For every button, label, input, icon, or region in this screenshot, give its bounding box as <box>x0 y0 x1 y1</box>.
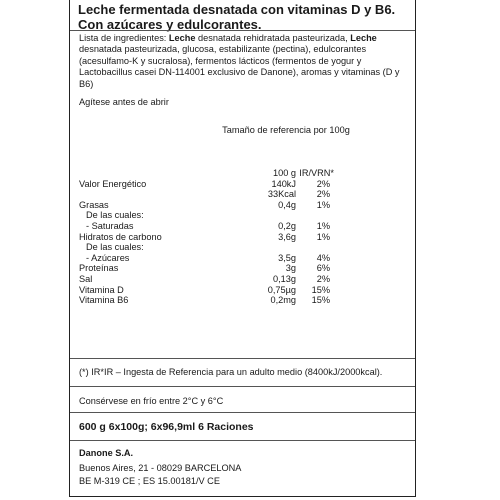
nutrient-ir: 1% <box>316 231 330 242</box>
storage-note: Consérvese en frío entre 2°C y 6°C <box>79 396 224 406</box>
nutrition-header-row <box>79 168 409 179</box>
divider <box>70 358 415 359</box>
nutrient-ir: 1% <box>316 199 330 210</box>
shake-note: Agítese antes de abrir <box>79 97 169 107</box>
nutrient-label: Vitamina B6 <box>79 295 129 306</box>
nutrient-label: Hidratos de carbono <box>79 231 162 242</box>
nutrition-row <box>79 179 409 190</box>
nutrition-row <box>79 210 409 221</box>
nutrient-value-100g: 140kJ <box>271 178 296 189</box>
divider <box>70 440 415 441</box>
nutrient-ir: 1% <box>316 220 330 231</box>
reference-footnote: (*) IR*IR – Ingesta de Referencia para un adulto medio (8400kJ/2000kcal). <box>79 367 383 377</box>
nutrient-ir: 15% <box>311 284 330 295</box>
nutrition-row <box>79 242 409 253</box>
portions-info: 600 g 6x100g; 6x96,9ml 6 Raciones <box>79 421 254 433</box>
nutrient-ir: 2% <box>316 178 330 189</box>
nutrition-row <box>79 189 409 200</box>
column-header-ir: IR/VRN* <box>299 168 334 178</box>
allergen-milk: Leche <box>168 33 196 43</box>
nutrition-row <box>79 221 409 232</box>
nutrient-label: Valor Energético <box>79 178 147 189</box>
nutrient-ir: 2% <box>316 273 330 284</box>
nutrient-label: Grasas <box>79 199 109 210</box>
ingredients-text: desnatada pasteurizada, glucosa, estabilizante (pectina), edulcorantes (acesulfamo-K y sucralosa), fermentos lácticos (fermentos de yogur y Lactobacillus casei DN-114001 exclusivo de Danone), aromas y vitaminas (D y B6) <box>79 44 400 89</box>
nutrient-label: - Azúcares <box>86 252 130 263</box>
company-address: Buenos Aires, 21 - 08029 BARCELONA <box>79 463 242 473</box>
nutrition-row <box>79 253 409 264</box>
nutrient-label: - Saturadas <box>86 220 134 231</box>
ingredients-list <box>79 33 409 90</box>
nutrient-value-100g: 0,13g <box>273 273 296 284</box>
nutrient-value-100g: 3g <box>285 263 296 274</box>
nutrition-row <box>79 285 409 296</box>
nutrient-label: Proteínas <box>79 263 119 274</box>
nutrient-value-100g: 3,6g <box>278 231 296 242</box>
nutrient-value-100g: 0,2g <box>278 220 296 231</box>
nutrient-label: Sal <box>79 273 93 284</box>
nutrient-value-100g: 33Kcal <box>267 189 296 200</box>
nutrient-value-100g: 3,5g <box>278 252 296 263</box>
ingredients-text: desnatada rehidratada pasteurizada, <box>195 33 351 43</box>
product-title: Leche fermentada desnatada con vitaminas D y B6. Con azúcares y edulcorantes. <box>78 2 396 32</box>
ingredients-prefix: Lista de ingredientes: <box>79 33 169 43</box>
column-header-100g: 100 g <box>273 168 296 178</box>
nutrition-row <box>79 200 409 211</box>
company-name: Danone S.A. <box>79 448 134 458</box>
nutrition-row <box>79 263 409 274</box>
nutrition-row <box>79 295 409 306</box>
divider <box>70 386 415 387</box>
product-label <box>69 0 416 497</box>
nutrient-value-100g: 0,4g <box>278 199 296 210</box>
nutrient-label: De las cuales: <box>86 242 144 253</box>
nutrient-ir: 6% <box>316 263 330 274</box>
divider <box>70 412 415 413</box>
nutrition-row <box>79 274 409 285</box>
nutrient-value-100g: 0,2mg <box>270 295 296 306</box>
nutrient-ir: 4% <box>316 252 330 263</box>
nutrition-row <box>79 232 409 243</box>
nutrient-value-100g: 0,75µg <box>267 284 296 295</box>
allergen-milk: Leche <box>350 33 377 43</box>
nutrient-label: Vitamina D <box>79 284 124 295</box>
divider <box>70 30 415 31</box>
nutrient-ir: 2% <box>316 189 330 200</box>
reference-size: Tamaño de referencia por 100g <box>222 125 350 135</box>
nutrient-label: De las cuales: <box>86 210 144 221</box>
registration-numbers: BE M-319 CE ; ES 15.00181/V CE <box>79 476 220 486</box>
nutrient-ir: 15% <box>311 295 330 306</box>
nutrition-table <box>79 168 409 306</box>
